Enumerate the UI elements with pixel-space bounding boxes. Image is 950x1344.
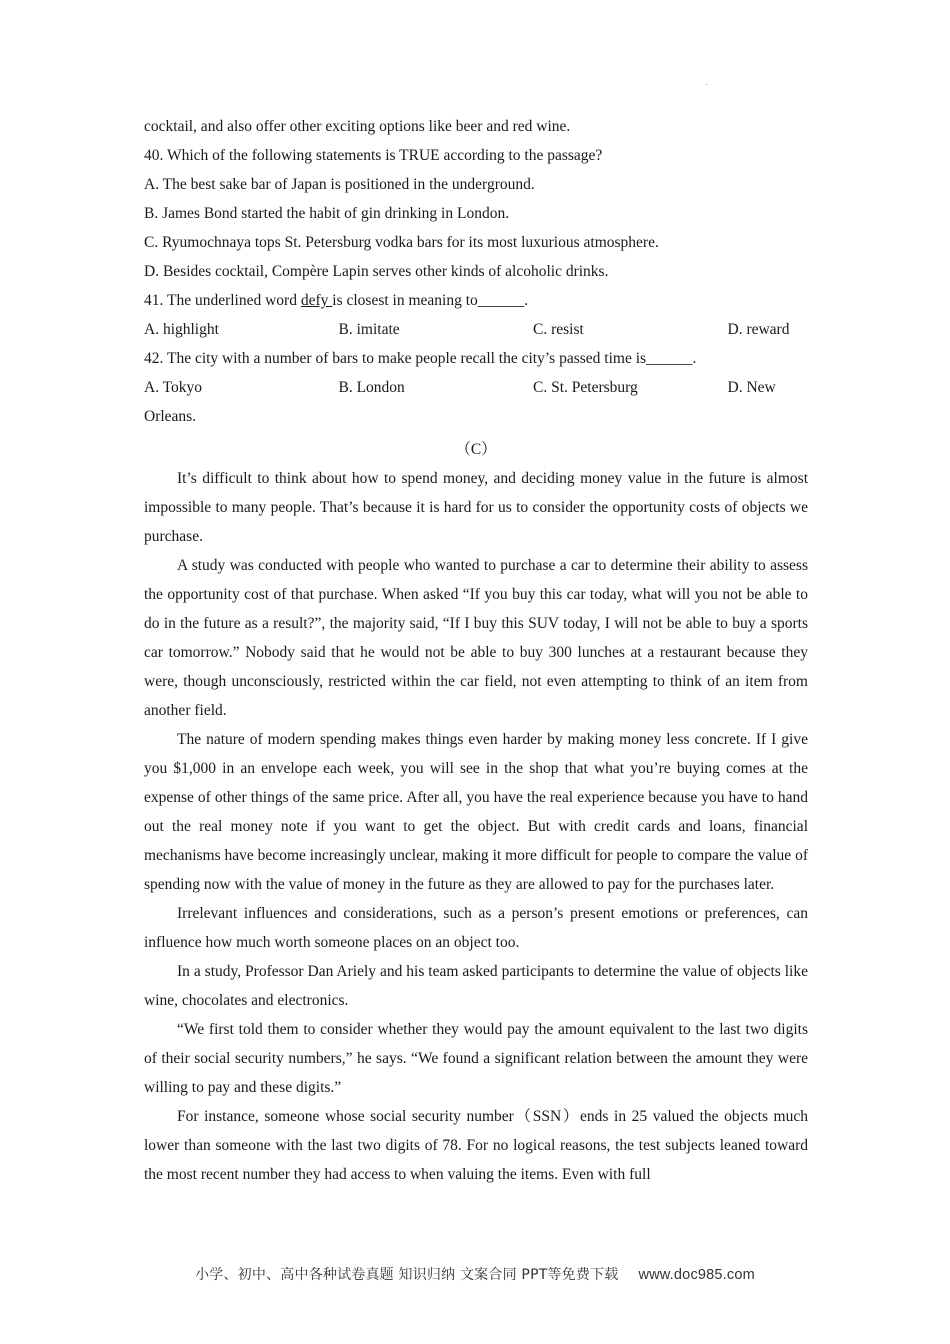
passage-paragraph: A study was conducted with people who wanted to purchase a car to determine their ability to assess the opportunity cost of that purchase. When asked “If you buy this car today, what will you not be able to do in the future as a result?”, the majority said, “If I buy this SUV today, I will not be able to buy a sports car tomorrow.” Nobody said that he would not be able to buy 300 lunches at a restaurant because they were, though unconsciously, restricted within the car field, not even attempting to think of an item from another field. xyxy=(144,557,808,719)
question-42-stem: 42. The city with a number of bars to make people recall the city’s passed time is______. xyxy=(144,350,697,367)
question-42-option-d-continued: Orleans. xyxy=(144,408,197,425)
footer-text: 小学、初中、高中各种试卷真题 知识归纳 文案合同 PPT等免费下载 xyxy=(195,1267,619,1283)
passage-c xyxy=(144,464,808,1189)
question-42-option-d: D. New xyxy=(727,379,776,396)
page-footer xyxy=(0,1264,950,1284)
underlined-word: defy xyxy=(300,292,333,309)
question-40-option-d: D. Besides cocktail, Compère Lapin serves other kinds of alcoholic drinks. xyxy=(144,263,609,280)
question-41-option-b: B. imitate xyxy=(338,321,400,338)
footer-site: www.doc985.com xyxy=(638,1267,755,1283)
section-heading-c: （C） xyxy=(455,441,497,458)
question-41-stem-post: is closest in meaning to______. xyxy=(332,292,529,309)
question-42-option-b: B. London xyxy=(338,379,405,396)
question-42-options xyxy=(144,373,808,402)
passage-paragraph: It’s difficult to think about how to spend money, and deciding money value in the future is almost impossible to many people. That’s because it is hard for us to consider the opportunity costs of objects we purchase. xyxy=(144,470,808,545)
question-40 xyxy=(144,141,808,286)
question-41 xyxy=(144,286,808,344)
question-42-option-c: C. St. Petersburg xyxy=(533,379,638,396)
question-42 xyxy=(144,344,808,431)
question-41-option-d: D. reward xyxy=(727,321,790,338)
question-41-option-a: A. highlight xyxy=(144,321,219,338)
question-40-option-b: B. James Bond started the habit of gin drinking in London. xyxy=(144,205,510,222)
question-41-options xyxy=(144,315,808,344)
question-40-stem: 40. Which of the following statements is TRUE according to the passage? xyxy=(144,147,603,164)
passage-paragraph: In a study, Professor Dan Ariely and his team asked participants to determine the value of objects like wine, chocolates and electronics. xyxy=(144,963,808,1009)
passage-paragraph: “We first told them to consider whether they would pay the amount equivalent to the last two digits of their social security numbers,” he says. “We found a significant relation between the amount they were willing to pay and these digits.” xyxy=(144,1021,808,1096)
question-41-stem xyxy=(144,286,808,315)
question-42-option-a: A. Tokyo xyxy=(144,379,203,396)
passage-b-last-line: cocktail, and also offer other exciting options like beer and red wine. xyxy=(144,118,571,135)
question-41-option-c: C. resist xyxy=(533,321,584,338)
question-40-option-a: A. The best sake bar of Japan is positioned in the underground. xyxy=(144,176,535,193)
question-40-option-c: C. Ryumochnaya tops St. Petersburg vodka bars for its most luxurious atmosphere. xyxy=(144,234,659,251)
question-41-stem-pre: 41. The underlined word xyxy=(144,292,301,309)
passage-paragraph: The nature of modern spending makes things even harder by making money less concrete. If I give you $1,000 in an envelope each week, you will see in the shop that what you’re buying comes at the expense of other things of the same price. After all, you have the real experience because you have to hand out the real money note if you want to get the object. But with credit cards and loans, financial mechanisms have become increasingly unclear, making it more difficult for people to compare the value of spending now with the value of money in the future as they are allowed to pay for the purchases later. xyxy=(144,731,808,893)
passage-paragraph: Irrelevant influences and considerations, such as a person’s present emotions or preferences, can influence how much worth someone places on an object too. xyxy=(144,905,808,951)
scan-dot xyxy=(706,84,707,85)
document-page xyxy=(144,112,808,1189)
passage-paragraph: For instance, someone whose social security number（SSN）ends in 25 valued the objects much lower than someone with the last two digits of 78. For no logical reasons, the test subjects leaned toward the most recent number they had access to when valuing the items. Even with full xyxy=(144,1108,808,1183)
